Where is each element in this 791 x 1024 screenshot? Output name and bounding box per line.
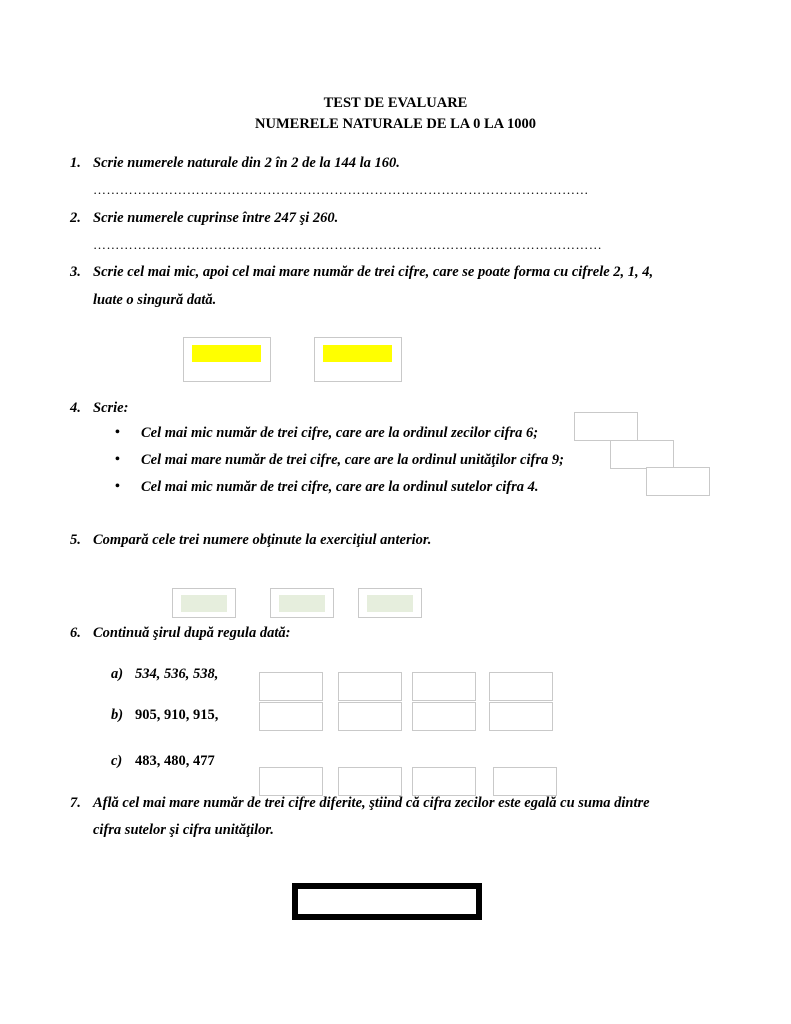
question-5-number: 5. [70, 532, 81, 548]
q6-row-a-sequence: 534, 536, 538, [135, 666, 219, 682]
bullet-icon: • [115, 425, 120, 440]
q6-row-a-box-3[interactable] [412, 672, 476, 701]
title-line-1: TEST DE EVALUARE [323, 95, 468, 111]
q7-answer-box[interactable] [292, 883, 482, 920]
title-line-2: NUMERELE NATURALE DE LA 0 LA 1000 [255, 116, 536, 132]
q6-row-c-box-4[interactable] [493, 767, 557, 796]
question-5-text: Compară cele trei numere obţinute la exerciţiul anterior. [93, 532, 432, 548]
q6-row-b-box-1[interactable] [259, 702, 323, 731]
question-6-number: 6. [70, 625, 81, 641]
q6-row-b-label: b) [111, 707, 124, 723]
question-4-item-3: Cel mai mic număr de trei cifre, care are la ordinul sutelor cifra 4. [141, 479, 539, 495]
q6-row-c-box-2[interactable] [338, 767, 402, 796]
q5-answer-box-1[interactable] [172, 588, 236, 618]
q3-answer-box-largest[interactable] [314, 337, 402, 382]
question-4-number: 4. [70, 400, 81, 416]
question-2-text: Scrie numerele cuprinse între 247 şi 260. [93, 210, 339, 226]
question-6-text: Continuă şirul după regula dată: [93, 625, 291, 641]
question-7-number: 7. [70, 795, 81, 811]
q6-row-a-box-1[interactable] [259, 672, 323, 701]
question-4-item-2: Cel mai mare număr de trei cifre, care are la ordinul unităţilor cifra 9; [141, 452, 564, 468]
question-4-text: Scrie: [93, 400, 129, 416]
q5-answer-box-3[interactable] [358, 588, 422, 618]
q5-answer-box-2[interactable] [270, 588, 334, 618]
q6-row-a-label: a) [111, 666, 124, 682]
q6-row-a-box-4[interactable] [489, 672, 553, 701]
question-2-number: 2. [70, 210, 81, 226]
q6-row-b-sequence: 905, 910, 915, [135, 707, 219, 723]
question-4-item-1: Cel mai mic număr de trei cifre, care are la ordinul zecilor cifra 6; [141, 425, 539, 441]
q4-answer-box-1[interactable] [574, 412, 638, 441]
question-1-text: Scrie numerele naturale din 2 în 2 de la 144 la 160. [93, 155, 400, 171]
q6-row-a-box-2[interactable] [338, 672, 402, 701]
q3-answer-box-smallest[interactable] [183, 337, 271, 382]
q5-highlight-3 [367, 595, 413, 612]
question-3-number: 3. [70, 264, 81, 280]
q6-row-b-box-3[interactable] [412, 702, 476, 731]
question-1-answer-line[interactable]: ………………………………………………………………………………………………… [93, 182, 589, 197]
q4-answer-box-3[interactable] [646, 467, 710, 496]
q4-answer-box-2[interactable] [610, 440, 674, 469]
q6-row-b-box-4[interactable] [489, 702, 553, 731]
q3-highlight-smallest [192, 345, 261, 362]
question-1-number: 1. [70, 155, 81, 171]
q6-row-c-box-1[interactable] [259, 767, 323, 796]
q3-highlight-largest [323, 345, 392, 362]
q6-row-c-box-3[interactable] [412, 767, 476, 796]
q5-highlight-1 [181, 595, 227, 612]
q6-row-b-box-2[interactable] [338, 702, 402, 731]
q6-row-c-label: c) [111, 753, 123, 769]
question-3-text-line-2: luate o singură dată. [93, 292, 217, 308]
question-2-answer-line[interactable]: …………………………………………………………………………………………………… [93, 237, 603, 252]
bullet-icon: • [115, 452, 120, 467]
question-7-text-line-1: Află cel mai mare număr de trei cifre diferite, ştiind că cifra zecilor este egală cu suma dintre [93, 795, 650, 811]
bullet-icon: • [115, 479, 120, 494]
q6-row-c-sequence: 483, 480, 477 [135, 753, 215, 769]
question-3-text-line-1: Scrie cel mai mic, apoi cel mai mare număr de trei cifre, care se poate forma cu cifrele 2, 1, 4, [93, 264, 654, 280]
q5-highlight-2 [279, 595, 325, 612]
question-7-text-line-2: cifra sutelor şi cifra unităţilor. [93, 822, 274, 838]
